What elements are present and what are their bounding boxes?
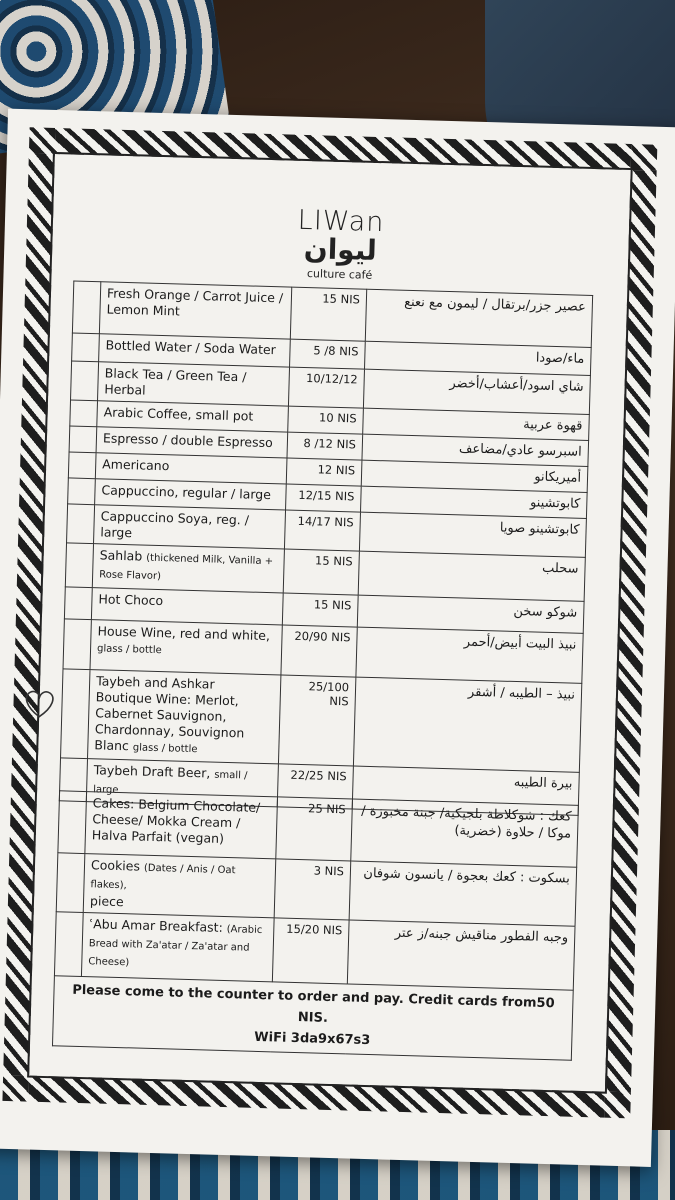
row-margin (68, 478, 96, 505)
row-margin (69, 426, 97, 453)
item-name-arabic: أميريكانو (361, 460, 588, 492)
item-price: 12 NIS (286, 458, 362, 486)
item-name-text: House Wine, red and white, (97, 623, 271, 644)
item-name-arabic: كعك : شوكلاطة بلجيكية/ جبنة مخبوزة / موكا / حلاوة (خضرية) (351, 799, 579, 867)
item-name-arabic: اسبرسو عادي/مضاعف (362, 434, 589, 466)
item-price: 25/100 NIS (278, 675, 355, 766)
item-name-arabic: كابوتشينو صويا (359, 512, 586, 557)
item-name (99, 282, 291, 339)
row-margin (61, 669, 90, 759)
item-price: 25 NIS (276, 797, 353, 861)
item-price: 15 NIS (290, 287, 366, 341)
item-price: 20/90 NIS (281, 625, 357, 677)
item-name-text: Bottled Water / Soda Water (105, 337, 277, 358)
item-name-arabic: بسكوت : كعك بعجوة / يانسون شوفان (349, 861, 577, 926)
item-name-text: Cappuccino Soya, reg. / large (100, 508, 250, 541)
item-name-arabic: شاي اسود/أعشاب/أخضر (363, 369, 590, 414)
row-margin (56, 853, 85, 913)
item-name-text: ʿAbu Amar Breakfast: (89, 916, 223, 935)
item-price: 22/25 NIS (277, 764, 353, 809)
item-name (91, 588, 283, 625)
logo-subtitle: culture café (306, 267, 373, 282)
item-price: 8 /12 NIS (287, 432, 363, 460)
row-margin (71, 361, 99, 401)
drinks-table (59, 281, 593, 816)
item-price: 15/20 NIS (272, 918, 349, 984)
item-name-arabic: نبيذ البيت أبيض/أحمر (356, 627, 583, 683)
item-note: glass / bottle (96, 643, 162, 657)
row-margin (58, 791, 87, 854)
row-margin (54, 912, 83, 977)
item-name-text: Taybeh and Ashkar Boutique Wine: Merlot, Cabernet Sauvignon, Chardonnay, Souvignon Blanc (94, 673, 245, 754)
item-name-text: Black Tea / Green Tea / Herbal (104, 365, 247, 398)
food-table (52, 790, 579, 1060)
item-name-arabic: قهوة عربية (363, 408, 590, 440)
item-name-text: Arabic Coffee, small pot (103, 404, 254, 424)
item-name-text: Americano (102, 456, 170, 474)
item-name-text: Cappuccino, regular / large (101, 482, 272, 503)
row-margin (63, 619, 91, 670)
item-name-text: Cookies (90, 857, 141, 874)
logo-latin: LIWan (297, 204, 385, 239)
footer-line-2: WiFi 3da9x67s3 (254, 1029, 371, 1049)
item-price: 3 NIS (274, 859, 351, 920)
item-name (81, 913, 274, 982)
item-price: 12/15 NIS (286, 484, 362, 512)
row-margin (72, 333, 100, 362)
item-note: glass / bottle (132, 742, 198, 756)
item-name-arabic: بيرة الطيبه (352, 766, 579, 815)
item-name (88, 670, 281, 764)
item-name-arabic: وجبه الفطور مناقيش جبنه/ز عتر (347, 920, 575, 990)
item-note: small / large (92, 769, 248, 796)
item-name-text: Taybeh Draft Beer, (93, 762, 211, 781)
footer-line-1: Please come to the counter to order and pay. Credit cards from50 NIS. (72, 982, 555, 1026)
item-price: 10 NIS (288, 406, 364, 434)
item-name (83, 854, 276, 918)
heart-doodle-icon (21, 684, 58, 721)
row-margin (72, 281, 100, 334)
item-name (85, 792, 278, 859)
item-price: 10/12/12 (288, 367, 364, 408)
item-name-extra: piece (89, 893, 124, 910)
item-name-arabic: كابوتشينو (361, 486, 588, 518)
item-name (98, 362, 290, 406)
item-name-arabic: ماء/صودا (364, 341, 591, 375)
item-name-text: Cakes: Belgium Chocolate/ Cheese/ Mokka Cream / Halva Parfait (vegan) (91, 795, 261, 846)
row-margin (65, 543, 93, 588)
item-name-text: Espresso / double Espresso (102, 430, 274, 451)
item-name (92, 544, 284, 593)
item-price: 5 /8 NIS (290, 339, 366, 369)
item-name (90, 620, 282, 675)
footer-note (52, 976, 573, 1060)
item-name-text: Hot Choco (98, 591, 164, 609)
item-note: (Dates / Anis / Oat flakes), (90, 862, 236, 892)
item-name-arabic: سحلب (358, 551, 585, 601)
item-name-arabic: شوكو سخن (357, 595, 584, 633)
menu-sheet (0, 109, 675, 1167)
item-name-arabic: عصير جزر/برتقال / ليمون مع نعنع (365, 289, 592, 347)
row-margin (70, 400, 98, 427)
item-name-arabic: نبيذ – الطيبه / أشقر (353, 677, 581, 772)
row-margin (68, 452, 96, 479)
row-margin (67, 504, 95, 544)
item-price: 15 NIS (282, 593, 358, 627)
item-price: 14/17 NIS (284, 510, 360, 551)
item-name-text: Fresh Orange / Carrot Juice / Lemon Mint (106, 285, 284, 319)
menu-row (61, 669, 582, 772)
item-price: 15 NIS (283, 549, 359, 595)
item-note: (thickened Milk, Vanilla + Rose Flavor) (98, 552, 274, 583)
item-name (94, 505, 286, 549)
logo-arabic: ليوان (303, 231, 378, 267)
item-note: (Arabic Bread with Za'atar / Za'atar and Cheese) (88, 924, 263, 969)
row-margin (64, 587, 92, 620)
item-name-text: Sahlab (99, 547, 143, 564)
